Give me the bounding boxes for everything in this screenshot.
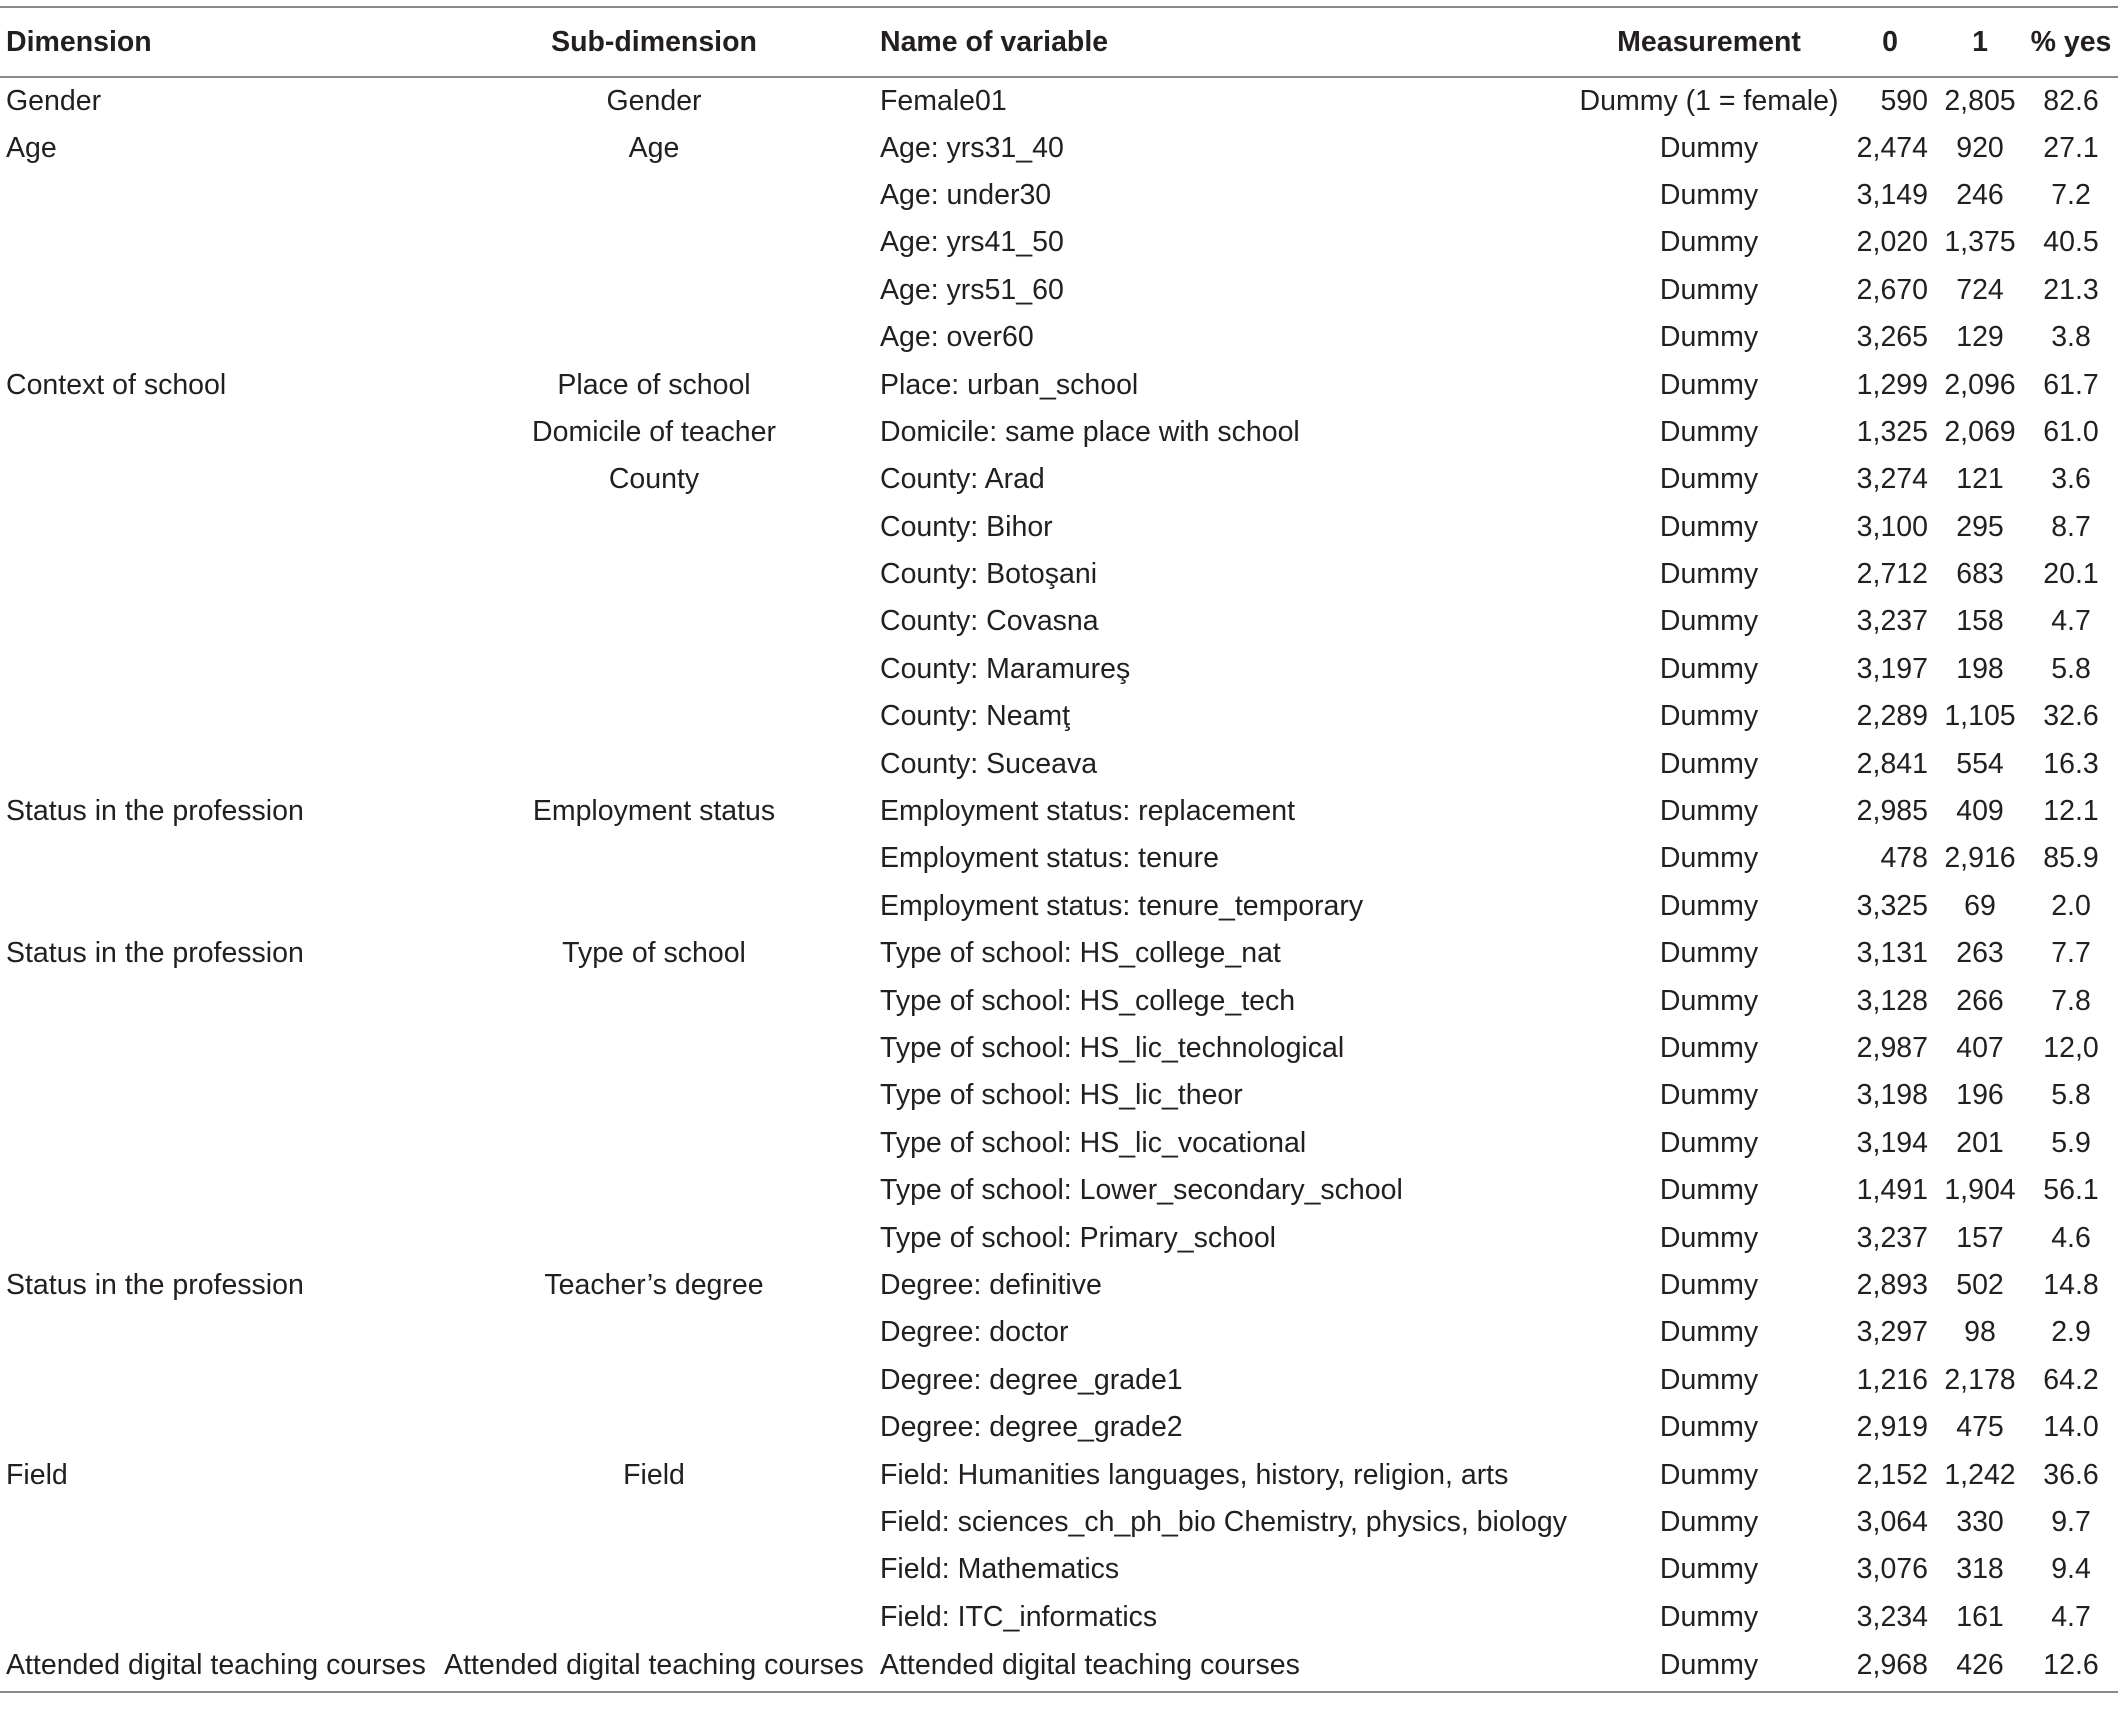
variable-cell: Age: yrs51_60	[880, 273, 1064, 306]
descriptive-statistics-table	[0, 6, 2118, 1693]
count-one-cell: 129	[1956, 321, 2004, 354]
measurement-cell: Dummy	[1659, 415, 1759, 448]
table-row	[0, 1167, 2118, 1214]
measurement-cell: Dummy	[1659, 1174, 1759, 1207]
count-one-cell: 475	[1956, 1411, 2004, 1444]
variable-cell: Attended digital teaching courses	[868, 1641, 1574, 1692]
table-row	[0, 267, 2118, 314]
variable-cell: Field: ITC_informatics	[880, 1600, 1158, 1633]
percent-yes-cell: 14.0	[2043, 1411, 2099, 1444]
table-row	[0, 1120, 2118, 1167]
count-one-cell: 157	[1956, 1221, 2004, 1254]
measurement-cell: Dummy	[1659, 1268, 1759, 1301]
dimension-cell	[0, 1594, 440, 1641]
dimension-cell	[0, 740, 440, 787]
percent-yes-cell: 5.9	[2051, 1126, 2091, 1159]
dimension-cell	[0, 693, 440, 740]
measurement-cell: Dummy	[1659, 747, 1759, 780]
measurement-cell: Dummy	[1574, 1641, 1844, 1692]
table-row	[0, 314, 2118, 361]
dimension-cell	[0, 314, 440, 361]
measurement-cell: Dummy	[1659, 273, 1759, 306]
sub-dimension-cell	[440, 598, 868, 645]
table-row	[0, 456, 2118, 503]
count-zero-cell: 3,297	[1856, 1316, 1928, 1349]
variable-cell: Field: sciences_ch_ph_bio Chemistry, physics, biology	[880, 1505, 1567, 1538]
measurement-cell: Dummy	[1659, 842, 1759, 875]
measurement-cell: Dummy (1 = female)	[1579, 84, 1839, 117]
variable-cell: Degree: degree_grade1	[880, 1363, 1183, 1396]
table-row	[0, 1499, 2118, 1546]
variable-cell: County: Neamţ	[880, 700, 1071, 733]
table-row	[0, 172, 2118, 219]
table-row	[0, 1594, 2118, 1641]
sub-dimension-cell	[440, 740, 868, 787]
count-one-cell: 2,069	[1944, 415, 2016, 448]
measurement-cell: Dummy	[1659, 1126, 1759, 1159]
percent-yes-cell: 32.6	[2043, 700, 2099, 733]
measurement-cell: Dummy	[1659, 321, 1759, 354]
dimension-cell: Status in the profession	[6, 795, 304, 828]
table-header	[0, 7, 2118, 77]
percent-yes-cell: 21.3	[2043, 273, 2099, 306]
dimension-cell	[0, 504, 440, 551]
variable-cell: Age: over60	[880, 321, 1034, 354]
table-row	[0, 646, 2118, 693]
sub-dimension-cell: Teacher’s degree	[544, 1268, 764, 1301]
measurement-cell: Dummy	[1659, 368, 1759, 401]
header-row	[0, 7, 2118, 77]
measurement-cell: Dummy	[1659, 1316, 1759, 1349]
measurement-cell: Dummy	[1659, 937, 1759, 970]
count-one-cell: 1,904	[1944, 1174, 2016, 1207]
variable-cell: Age: yrs31_40	[880, 131, 1064, 164]
dimension-cell	[0, 1309, 440, 1356]
header-variable: Name of variable	[868, 7, 1574, 77]
table-row	[0, 409, 2118, 456]
measurement-cell: Dummy	[1659, 700, 1759, 733]
percent-yes-cell: 85.9	[2043, 842, 2099, 875]
sub-dimension-cell: Field	[623, 1458, 685, 1491]
header-zero: 0	[1844, 7, 1936, 77]
table-row	[0, 930, 2118, 977]
count-one-cell: 266	[1956, 984, 2004, 1017]
percent-yes-cell: 5.8	[2051, 652, 2091, 685]
count-one-cell: 295	[1956, 510, 2004, 543]
sub-dimension-cell	[440, 1594, 868, 1641]
dimension-cell	[0, 1120, 440, 1167]
dimension-cell	[0, 551, 440, 598]
dimension-cell	[0, 598, 440, 645]
percent-yes-cell: 61.0	[2043, 415, 2099, 448]
percent-yes-cell: 4.7	[2051, 1600, 2091, 1633]
count-zero-cell: 3,128	[1856, 984, 1928, 1017]
dimension-cell	[0, 1357, 440, 1404]
count-one-cell: 724	[1956, 273, 2004, 306]
count-one-cell: 201	[1956, 1126, 2004, 1159]
dimension-cell	[0, 172, 440, 219]
percent-yes-cell: 8.7	[2051, 510, 2091, 543]
variable-cell: Employment status: tenure_temporary	[880, 889, 1364, 922]
header-sub-dimension: Sub-dimension	[440, 7, 868, 77]
percent-yes-cell: 27.1	[2043, 131, 2099, 164]
table-row	[0, 1404, 2118, 1451]
dimension-cell	[0, 1167, 440, 1214]
percent-yes-cell: 3.6	[2051, 463, 2091, 496]
table-row	[0, 504, 2118, 551]
measurement-cell: Dummy	[1659, 1363, 1759, 1396]
sub-dimension-cell	[440, 1499, 868, 1546]
sub-dimension-cell: Employment status	[532, 795, 776, 828]
variable-cell: Age: under30	[880, 178, 1052, 211]
count-zero-cell: 3,198	[1856, 1079, 1928, 1112]
count-zero-cell: 2,987	[1856, 1032, 1928, 1064]
measurement-cell: Dummy	[1659, 1458, 1759, 1491]
count-one-cell: 246	[1956, 178, 2004, 211]
measurement-cell: Dummy	[1659, 1221, 1759, 1254]
table-row	[0, 977, 2118, 1024]
percent-yes-cell: 9.4	[2051, 1553, 2091, 1586]
table-row	[0, 598, 2118, 645]
table-row	[0, 788, 2118, 835]
count-one-cell: 426	[1936, 1641, 2024, 1692]
variable-cell: Type of school: Primary_school	[880, 1221, 1277, 1254]
count-zero-cell: 2,985	[1856, 795, 1928, 828]
measurement-cell: Dummy	[1659, 1600, 1759, 1633]
count-zero-cell: 2,919	[1856, 1411, 1928, 1444]
count-zero-cell: 3,237	[1856, 605, 1928, 638]
sub-dimension-cell	[440, 504, 868, 551]
variable-cell: Employment status: tenure	[880, 842, 1219, 875]
table-row	[0, 1641, 2118, 1692]
sub-dimension-cell: Attended digital teaching courses	[440, 1641, 868, 1692]
sub-dimension-cell	[440, 267, 868, 314]
count-zero-cell: 2,670	[1856, 273, 1928, 306]
count-zero-cell: 3,265	[1856, 321, 1928, 354]
header-pct-yes: % yes	[2024, 7, 2118, 77]
count-one-cell: 1,242	[1944, 1458, 2016, 1491]
percent-yes-cell: 2.9	[2051, 1316, 2091, 1349]
variable-cell: Type of school: HS_lic_technological	[880, 1032, 1345, 1064]
count-zero-cell: 1,325	[1856, 415, 1928, 448]
percent-yes-cell: 7.7	[2051, 937, 2091, 970]
count-one-cell: 2,178	[1944, 1363, 2016, 1396]
table-row	[0, 1214, 2118, 1261]
variable-cell: Type of school: HS_lic_theor	[880, 1079, 1243, 1112]
count-one-cell: 683	[1956, 558, 2004, 591]
sub-dimension-cell	[440, 883, 868, 930]
dimension-cell	[0, 883, 440, 930]
sub-dimension-cell	[440, 1546, 868, 1593]
dimension-cell: Gender	[6, 84, 102, 117]
measurement-cell: Dummy	[1659, 1553, 1759, 1586]
count-zero-cell: 3,076	[1856, 1553, 1928, 1586]
sub-dimension-cell	[440, 1404, 868, 1451]
variable-cell: Domicile: same place with school	[880, 415, 1300, 448]
measurement-cell: Dummy	[1659, 984, 1759, 1017]
count-one-cell: 1,375	[1944, 226, 2016, 259]
sub-dimension-cell: Age	[628, 131, 680, 164]
variable-cell: Age: yrs41_50	[880, 226, 1064, 259]
measurement-cell: Dummy	[1659, 226, 1759, 259]
variable-cell: Place: urban_school	[880, 368, 1139, 401]
count-zero-cell: 3,194	[1856, 1126, 1928, 1159]
dimension-cell	[0, 1404, 440, 1451]
count-zero-cell: 1,216	[1856, 1363, 1928, 1396]
dimension-cell	[0, 977, 440, 1024]
count-zero-cell: 478	[1880, 842, 1928, 875]
count-one-cell: 2,805	[1944, 84, 2016, 117]
dimension-cell: Context of school	[6, 368, 227, 401]
dimension-cell: Age	[6, 131, 57, 164]
measurement-cell: Dummy	[1659, 463, 1759, 496]
table-row	[0, 883, 2118, 930]
sub-dimension-cell: Type of school	[562, 937, 746, 970]
sub-dimension-cell: County	[608, 463, 700, 496]
sub-dimension-cell	[440, 551, 868, 598]
count-zero-cell: 3,100	[1856, 510, 1928, 543]
count-one-cell: 2,916	[1944, 842, 2016, 875]
variable-cell: Degree: definitive	[880, 1268, 1102, 1301]
count-one-cell: 318	[1956, 1553, 2004, 1586]
table-row	[0, 1262, 2118, 1309]
measurement-cell: Dummy	[1659, 131, 1759, 164]
table-row	[0, 1451, 2118, 1498]
percent-yes-cell: 7.2	[2051, 178, 2091, 211]
count-one-cell: 1,105	[1944, 700, 2016, 733]
measurement-cell: Dummy	[1659, 178, 1759, 211]
percent-yes-cell: 12,0	[2043, 1032, 2099, 1064]
percent-yes-cell: 64.2	[2043, 1363, 2099, 1396]
variable-cell: Field: Mathematics	[880, 1553, 1120, 1586]
percent-yes-cell: 12.1	[2043, 795, 2099, 828]
measurement-cell: Dummy	[1659, 510, 1759, 543]
dimension-cell: Status in the profession	[6, 1268, 304, 1301]
sub-dimension-cell	[440, 1167, 868, 1214]
count-zero-cell: 2,020	[1856, 226, 1928, 259]
measurement-cell: Dummy	[1659, 1079, 1759, 1112]
count-zero-cell: 3,064	[1856, 1505, 1928, 1538]
dimension-cell	[0, 1072, 440, 1119]
percent-yes-cell: 3.8	[2051, 321, 2091, 354]
count-one-cell: 69	[1964, 889, 1996, 922]
measurement-cell: Dummy	[1659, 605, 1759, 638]
sub-dimension-cell	[440, 172, 868, 219]
percent-yes-cell: 9.7	[2051, 1505, 2091, 1538]
variable-cell: County: Suceava	[880, 747, 1098, 780]
table-row	[0, 1357, 2118, 1404]
variable-cell: Field: Humanities languages, history, religion, arts	[880, 1458, 1509, 1491]
measurement-cell: Dummy	[1659, 1505, 1759, 1538]
sub-dimension-cell	[440, 693, 868, 740]
count-one-cell: 196	[1956, 1079, 2004, 1112]
percent-yes-cell: 4.7	[2051, 605, 2091, 638]
variable-cell: County: Maramureş	[880, 652, 1131, 685]
variable-cell: Type of school: HS_lic_vocational	[880, 1126, 1307, 1159]
sub-dimension-cell	[440, 835, 868, 882]
sub-dimension-cell	[440, 1072, 868, 1119]
sub-dimension-cell	[440, 1357, 868, 1404]
table-row	[0, 1025, 2118, 1072]
table-row	[0, 77, 2118, 124]
measurement-cell: Dummy	[1659, 652, 1759, 685]
variable-cell: County: Bihor	[880, 510, 1053, 543]
dimension-cell	[0, 835, 440, 882]
table-row	[0, 693, 2118, 740]
percent-yes-cell: 14.8	[2043, 1268, 2099, 1301]
percent-yes-cell: 5.8	[2051, 1079, 2091, 1112]
count-one-cell: 502	[1956, 1268, 2004, 1301]
table-row	[0, 124, 2118, 171]
sub-dimension-cell	[440, 314, 868, 361]
table-row	[0, 219, 2118, 266]
percent-yes-cell: 16.3	[2043, 747, 2099, 780]
count-one-cell: 2,096	[1944, 368, 2016, 401]
variable-cell: Type of school: Lower_secondary_school	[880, 1174, 1403, 1207]
count-zero-cell: 3,237	[1856, 1221, 1928, 1254]
sub-dimension-cell: Gender	[606, 84, 702, 117]
percent-yes-cell: 36.6	[2043, 1458, 2099, 1491]
percent-yes-cell: 7.8	[2051, 984, 2091, 1017]
sub-dimension-cell	[440, 1214, 868, 1261]
count-zero-cell: 3,197	[1856, 652, 1928, 685]
count-zero-cell: 2,841	[1856, 747, 1928, 780]
measurement-cell: Dummy	[1659, 795, 1759, 828]
table-row	[0, 551, 2118, 598]
count-zero-cell: 2,968	[1844, 1641, 1936, 1692]
variable-cell: Degree: degree_grade2	[880, 1411, 1183, 1444]
count-one-cell: 920	[1956, 131, 2004, 164]
dimension-cell: Field	[6, 1458, 68, 1491]
sub-dimension-cell: Place of school	[557, 368, 751, 401]
variable-cell: Employment status: replacement	[880, 795, 1296, 828]
variable-cell: Type of school: HS_college_tech	[880, 984, 1296, 1017]
count-zero-cell: 2,474	[1856, 131, 1928, 164]
count-one-cell: 121	[1956, 463, 2004, 496]
count-zero-cell: 2,289	[1856, 700, 1928, 733]
percent-yes-cell: 20.1	[2043, 558, 2099, 591]
dimension-cell: Status in the profession	[6, 937, 304, 970]
dimension-cell	[0, 219, 440, 266]
percent-yes-cell: 61.7	[2043, 368, 2099, 401]
variable-cell: Degree: doctor	[880, 1316, 1069, 1349]
sub-dimension-cell: Domicile of teacher	[532, 415, 776, 448]
header-one: 1	[1936, 7, 2024, 77]
count-zero-cell: 3,234	[1856, 1600, 1928, 1633]
dimension-cell	[0, 409, 440, 456]
variable-cell: County: Arad	[880, 463, 1045, 496]
count-zero-cell: 1,491	[1856, 1174, 1928, 1207]
sub-dimension-cell	[440, 1120, 868, 1167]
percent-yes-cell: 4.6	[2051, 1221, 2091, 1254]
header-dimension: Dimension	[0, 7, 440, 77]
table-row	[0, 1546, 2118, 1593]
percent-yes-cell: 2.0	[2051, 889, 2091, 922]
count-zero-cell: 3,131	[1856, 937, 1928, 970]
count-one-cell: 98	[1964, 1316, 1996, 1349]
variable-cell: Type of school: HS_college_nat	[880, 937, 1281, 970]
measurement-cell: Dummy	[1659, 558, 1759, 591]
sub-dimension-cell	[440, 977, 868, 1024]
dimension-cell	[0, 646, 440, 693]
dimension-cell	[0, 1546, 440, 1593]
table-row	[0, 361, 2118, 408]
percent-yes-cell: 82.6	[2043, 84, 2099, 117]
variable-cell: Female01	[880, 84, 1007, 117]
count-one-cell: 263	[1956, 937, 2004, 970]
dimension-cell	[0, 456, 440, 503]
count-zero-cell: 2,712	[1856, 558, 1928, 591]
dimension-cell	[0, 1025, 440, 1072]
count-zero-cell: 3,325	[1856, 889, 1928, 922]
count-zero-cell: 590	[1880, 84, 1928, 117]
count-zero-cell: 2,893	[1856, 1268, 1928, 1301]
table-row	[0, 1072, 2118, 1119]
count-one-cell: 158	[1956, 605, 2004, 638]
sub-dimension-cell	[440, 1025, 868, 1072]
variable-cell: County: Botoşani	[880, 558, 1098, 591]
dimension-cell: Attended digital teaching courses	[0, 1641, 440, 1692]
dimension-cell	[0, 267, 440, 314]
count-zero-cell: 1,299	[1856, 368, 1928, 401]
count-zero-cell: 3,274	[1856, 463, 1928, 496]
count-one-cell: 198	[1956, 652, 2004, 685]
count-one-cell: 409	[1956, 795, 2004, 828]
sub-dimension-cell	[440, 646, 868, 693]
sub-dimension-cell	[440, 219, 868, 266]
measurement-cell: Dummy	[1659, 1032, 1759, 1064]
header-measurement: Measurement	[1574, 7, 1844, 77]
variable-cell: County: Covasna	[880, 605, 1099, 638]
measurement-cell: Dummy	[1659, 1411, 1759, 1444]
count-one-cell: 407	[1956, 1032, 2004, 1064]
table-body	[0, 77, 2118, 1692]
table-row	[0, 740, 2118, 787]
dimension-cell	[0, 1499, 440, 1546]
percent-yes-cell: 56.1	[2043, 1174, 2099, 1207]
table-row	[0, 835, 2118, 882]
count-zero-cell: 3,149	[1856, 178, 1928, 211]
count-one-cell: 161	[1956, 1600, 2004, 1633]
count-zero-cell: 2,152	[1856, 1458, 1928, 1491]
table-row	[0, 1309, 2118, 1356]
sub-dimension-cell	[440, 1309, 868, 1356]
count-one-cell: 330	[1956, 1505, 2004, 1538]
percent-yes-cell: 40.5	[2043, 226, 2099, 259]
dimension-cell	[0, 1214, 440, 1261]
measurement-cell: Dummy	[1659, 889, 1759, 922]
count-one-cell: 554	[1956, 747, 2004, 780]
percent-yes-cell: 12.6	[2024, 1641, 2118, 1692]
